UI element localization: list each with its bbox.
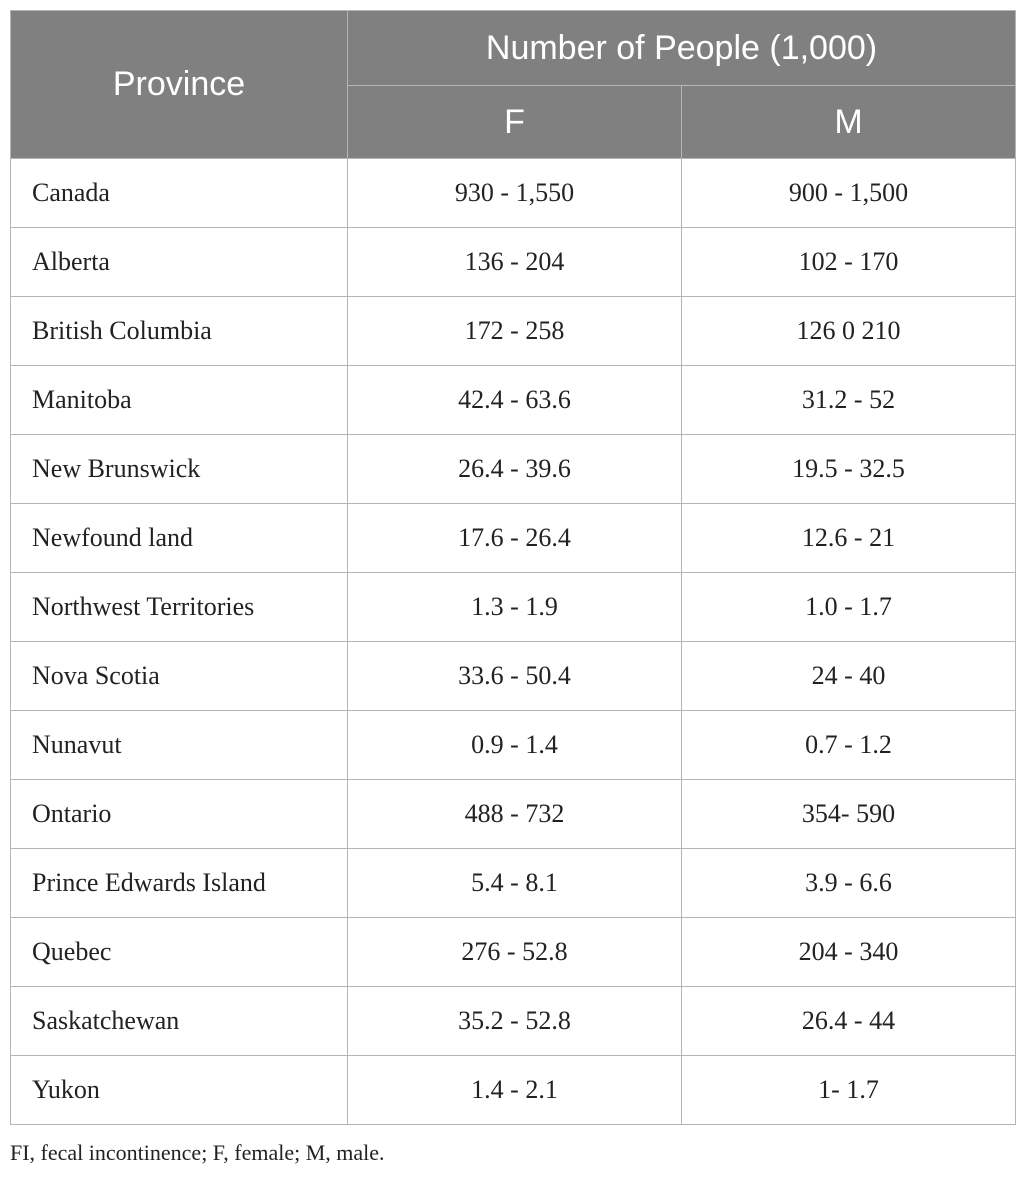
table-row [11, 228, 1016, 297]
province-cell: Manitoba [11, 366, 348, 435]
data-table [10, 10, 1016, 1125]
female-value-cell: 172 - 258 [348, 297, 682, 366]
province-cell: Alberta [11, 228, 348, 297]
province-cell: Canada [11, 159, 348, 228]
data-table-container [10, 10, 1015, 1125]
province-column-header: Province [11, 11, 348, 159]
table-row [11, 1056, 1016, 1125]
table-row [11, 504, 1016, 573]
female-value-cell: 26.4 - 39.6 [348, 435, 682, 504]
female-value-cell: 136 - 204 [348, 228, 682, 297]
table-row [11, 573, 1016, 642]
male-value-cell: 3.9 - 6.6 [682, 849, 1016, 918]
province-cell: Nunavut [11, 711, 348, 780]
female-value-cell: 1.3 - 1.9 [348, 573, 682, 642]
male-value-cell: 19.5 - 32.5 [682, 435, 1016, 504]
province-cell: Prince Edwards Island [11, 849, 348, 918]
number-of-people-group-header: Number of People (1,000) [348, 11, 1016, 86]
male-value-cell: 102 - 170 [682, 228, 1016, 297]
male-value-cell: 354- 590 [682, 780, 1016, 849]
female-value-cell: 930 - 1,550 [348, 159, 682, 228]
male-value-cell: 1- 1.7 [682, 1056, 1016, 1125]
province-cell: Newfound land [11, 504, 348, 573]
table-row [11, 849, 1016, 918]
female-value-cell: 0.9 - 1.4 [348, 711, 682, 780]
male-value-cell: 204 - 340 [682, 918, 1016, 987]
table-row [11, 159, 1016, 228]
male-value-cell: 26.4 - 44 [682, 987, 1016, 1056]
female-value-cell: 17.6 - 26.4 [348, 504, 682, 573]
table-row [11, 918, 1016, 987]
province-cell: Yukon [11, 1056, 348, 1125]
table-row [11, 987, 1016, 1056]
header-row-top [11, 11, 1016, 86]
male-value-cell: 1.0 - 1.7 [682, 573, 1016, 642]
male-value-cell: 31.2 - 52 [682, 366, 1016, 435]
female-value-cell: 33.6 - 50.4 [348, 642, 682, 711]
male-value-cell: 24 - 40 [682, 642, 1016, 711]
province-cell: Northwest Territories [11, 573, 348, 642]
table-row [11, 780, 1016, 849]
female-value-cell: 35.2 - 52.8 [348, 987, 682, 1056]
province-cell: Quebec [11, 918, 348, 987]
male-value-cell: 900 - 1,500 [682, 159, 1016, 228]
province-cell: Ontario [11, 780, 348, 849]
province-cell: Nova Scotia [11, 642, 348, 711]
female-value-cell: 488 - 732 [348, 780, 682, 849]
table-header [11, 11, 1016, 159]
female-value-cell: 5.4 - 8.1 [348, 849, 682, 918]
female-column-header: F [348, 86, 682, 159]
province-cell: New Brunswick [11, 435, 348, 504]
male-value-cell: 0.7 - 1.2 [682, 711, 1016, 780]
table-row [11, 435, 1016, 504]
table-body [11, 159, 1016, 1125]
female-value-cell: 1.4 - 2.1 [348, 1056, 682, 1125]
table-row [11, 642, 1016, 711]
table-footnote: FI, fecal incontinence; F, female; M, male. [10, 1140, 385, 1165]
table-row [11, 711, 1016, 780]
male-column-header: M [682, 86, 1016, 159]
female-value-cell: 42.4 - 63.6 [348, 366, 682, 435]
table-row [11, 297, 1016, 366]
female-value-cell: 276 - 52.8 [348, 918, 682, 987]
male-value-cell: 126 0 210 [682, 297, 1016, 366]
province-cell: Saskatchewan [11, 987, 348, 1056]
table-row [11, 366, 1016, 435]
male-value-cell: 12.6 - 21 [682, 504, 1016, 573]
province-cell: British Columbia [11, 297, 348, 366]
